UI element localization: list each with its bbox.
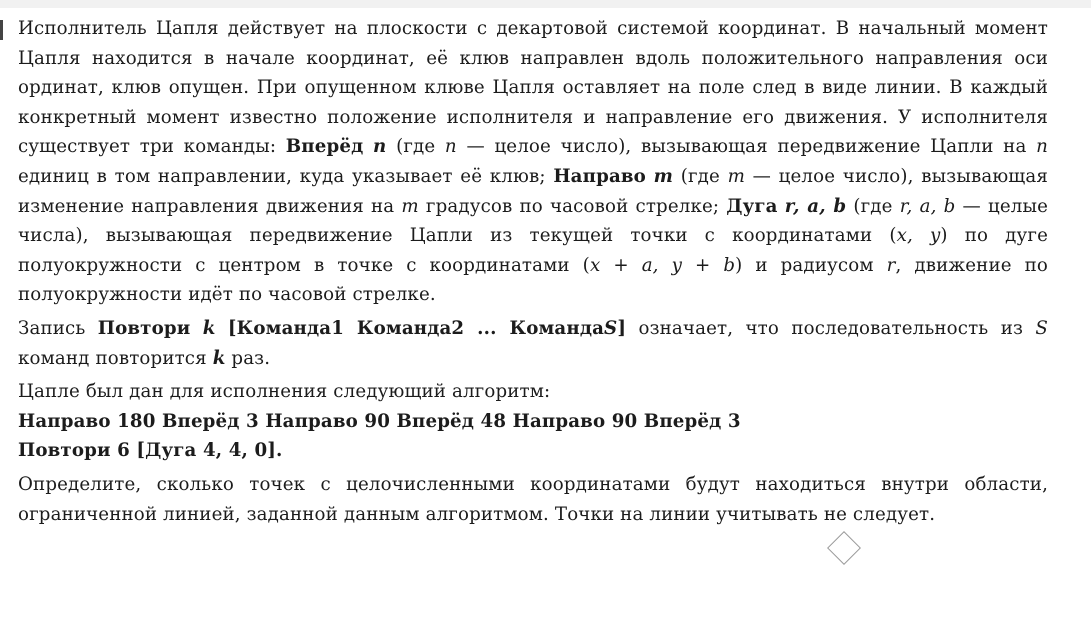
text-run: раз. — [225, 347, 271, 369]
var-r: r — [886, 254, 896, 276]
text-run: команд повторится — [18, 347, 213, 369]
algorithm-intro: Цапле был дан для исполнения следующий алгоритм: — [18, 381, 551, 403]
algorithm-line-1: Направо 180 Вперёд 3 Направо 90 Вперёд 48 Направо 90 Вперёд 3 — [18, 410, 741, 432]
var-k: k — [202, 317, 216, 339]
algorithm-line-2: Повтори 6 [Дуга 4, 4, 0]. — [18, 440, 283, 462]
diamond-mark-icon — [827, 531, 861, 565]
paragraph-repeat — [18, 314, 1048, 373]
text-run — [363, 136, 373, 157]
var-s: S — [1035, 317, 1049, 339]
command-forward: Вперёд — [285, 136, 364, 158]
text-run: (где — [846, 195, 900, 217]
var-n: n — [1036, 136, 1048, 158]
command-arc: Дуга — [726, 195, 778, 217]
command-list: [Команда1 Команда2 ... Команда — [227, 317, 605, 339]
text-run: ) по дуге полуокружности с центром в точке с координатами ( — [18, 225, 1048, 276]
var-m: m — [401, 195, 419, 217]
command-right: Направо — [553, 165, 646, 187]
text-run — [216, 318, 228, 339]
text-run: единиц в том направлении, куда указывает её клюв; — [18, 165, 554, 187]
text-run: , движение по полуокружности идёт по часовой стрелке. — [18, 254, 1048, 306]
text-run: — целые числа), вызывающая передвижение Цапли из текущей точки с координатами ( — [18, 195, 1048, 247]
text-run — [190, 318, 202, 339]
problem-text — [18, 14, 1048, 529]
paragraph-question: Определите, сколько точек с целочисленными координатами будут находиться внутри области, ограниченной линией, заданной данным алгоритмом. Точки на линии учитывать не следует. — [18, 473, 1048, 525]
top-band — [0, 0, 1091, 8]
command-repeat: Повтори — [97, 317, 191, 339]
text-run: Исполнитель Цапля действует на плоскости с декартовой системой координат. В начальный момент Цапля находится в начале координат, её клюв направлен вдоль положительного направления оси ординат, клюв опущен. При опущенном клюве Цапля оставляет на поле след в виде линии. В каждый конкретный момент известно положение исполнителя и направление его движения. У исполнителя существует три команды: — [18, 18, 1048, 158]
bracket-close: ] — [617, 317, 627, 339]
var-m: m — [653, 165, 674, 187]
text-run: (где — [386, 136, 445, 158]
text-run: ) и радиусом — [735, 254, 887, 276]
text-run — [646, 166, 654, 187]
arc-args: r, a, b — [784, 195, 847, 217]
text-run: градусов по часовой стрелке; — [418, 195, 727, 217]
var-k: k — [212, 347, 226, 369]
var-m: m — [727, 165, 745, 187]
var-center: x + a, y + b — [589, 254, 736, 276]
text-run: — целое число), вызывающая передвижение Цапли на — [456, 136, 1037, 158]
var-xy: x, y — [896, 225, 941, 247]
var-rab: r, a, b — [899, 195, 956, 217]
var-n: n — [373, 136, 387, 158]
var-n: n — [444, 136, 457, 158]
text-run: означает, что последовательность из — [626, 317, 1036, 339]
text-run: (где — [673, 165, 728, 187]
paragraph-algorithm — [18, 377, 1048, 466]
text-run: — целое число), вызывающая изменение направления движения на — [18, 165, 1048, 217]
var-s: S — [604, 317, 618, 339]
paragraph-description — [18, 14, 1048, 310]
text-run: Запись — [18, 317, 98, 339]
left-margin-rule — [0, 20, 3, 40]
text-run — [778, 196, 785, 217]
